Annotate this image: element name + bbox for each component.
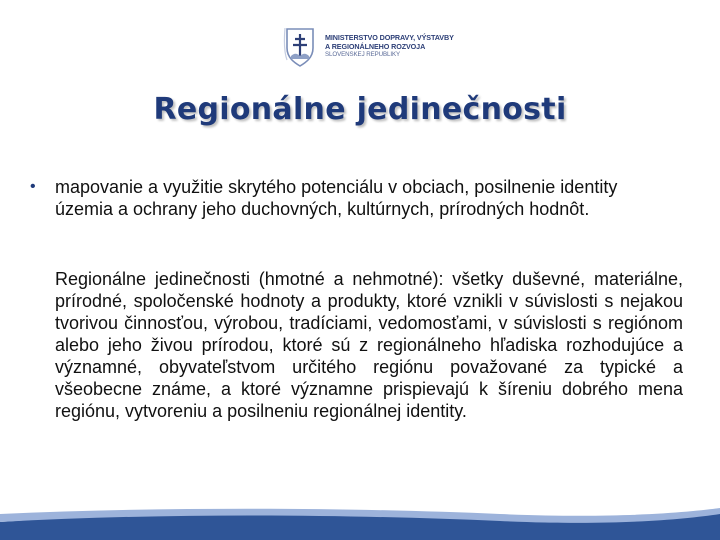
- bullet-symbol: •: [30, 178, 36, 195]
- bullet-item: [30, 176, 650, 220]
- footer-wave-decoration: [0, 500, 720, 540]
- ministry-name: [325, 34, 475, 59]
- definition-paragraph: Regionálne jedinečnosti (hmotné a nehmotné): všetky duševné, materiálne, prírodné, spoločenské hodnoty a produkty, ktoré vznikli v súvislosti s nejakou tvorivou činnosťou, výrobou, tradíciami, vedomosťami, v súvislosti s regiónom alebo jeho živou prírodou, ktoré sú z regionálneho hľadiska rozhodujúce a významné, obyvateľstvom určitého regiónu považované za typické a všeobecne známe, a ktoré významne prispievajú k šíreniu dobrého mena regiónu, vytvoreniu a posilneniu regionálnej identity.: [55, 269, 683, 421]
- ministry-line-2: A REGIONÁLNEHO ROZVOJA: [325, 41, 426, 51]
- slovak-coat-of-arms-icon: [283, 26, 317, 68]
- ministry-line-3: SLOVENSKEJ REPUBLIKY: [325, 51, 401, 59]
- slide-title: Regionálne jedinečnosti: [153, 92, 567, 127]
- ministry-logo: [283, 26, 475, 68]
- bullet-text: mapovanie a využitie skrytého potenciálu v obciach, posilnenie identity územia a ochrany jeho duchovných, kultúrnych, prírodných hodnôt.: [55, 177, 618, 219]
- ministry-line-1: MINISTERSTVO DOPRAVY, VÝSTAVBY: [325, 33, 454, 43]
